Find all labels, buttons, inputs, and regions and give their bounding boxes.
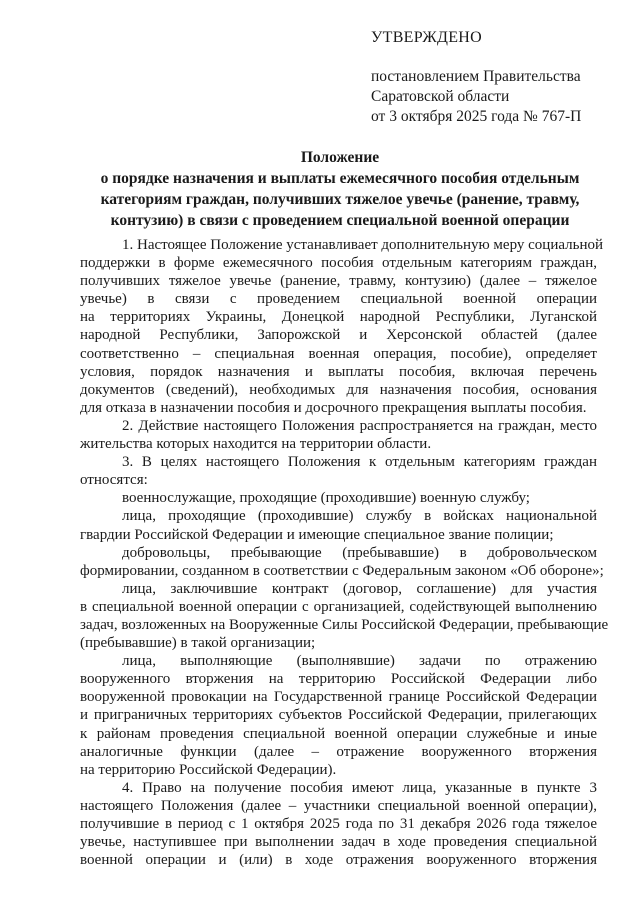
- paragraph: [80, 652, 597, 779]
- approval-stamp: [371, 28, 581, 127]
- text-line: получившие в период с 1 октября 2025 года по 31 декабря 2026 года тяжелое: [80, 816, 597, 832]
- paragraph: [80, 580, 609, 652]
- title-line: о порядке назначения и выплаты ежемесячного пособия отдельным: [100, 170, 580, 187]
- text-line: гвардии Российской Федерации и имеющие специальное звание полиции;: [80, 526, 554, 543]
- text-line: и приграничных территориях субъектов Российской Федерации, прилегающих: [80, 707, 597, 724]
- text-line: (пребывавшие) в такой организации;: [80, 635, 316, 652]
- text-line: жительства которых находится на территории области.: [80, 436, 432, 453]
- approval-line: Саратовской области: [371, 88, 510, 105]
- text-line: добровольцы, пребывающие (пребывавшие) в добровольческом: [122, 544, 597, 561]
- paragraph: [80, 544, 604, 580]
- text-line: вооруженного вторжения на территорию Российской Федерации либо: [80, 671, 597, 688]
- paragraph: [80, 779, 597, 869]
- text-line: вооруженной провокации на Государственной границе Российской Федерации: [80, 689, 597, 706]
- document-body: [80, 236, 609, 869]
- text-line: настоящего Положения (далее – участники специальной военной операции),: [80, 797, 597, 814]
- paragraph: [80, 453, 597, 489]
- text-line: соответственно – специальная военная операция, пособие), определяет: [80, 345, 597, 362]
- text-line: в специальной военной операции с организацией, содействующей выполнению: [80, 598, 597, 615]
- text-line: лица, проходящие (проходившие) службу в войсках национальной: [122, 508, 597, 525]
- text-line: на территориях Украины, Донецкой народной Республики, Луганской: [80, 309, 597, 326]
- text-line: народной Республики, Запорожской и Херсонской областей (далее: [80, 327, 597, 344]
- text-line: относятся:: [80, 472, 148, 489]
- text-line: 3. В целях настоящего Положения к отдельным категориям граждан: [122, 454, 597, 471]
- text-line: военнослужащие, проходящие (проходившие) военную службу;: [122, 490, 530, 507]
- document-title: [60, 147, 620, 231]
- text-line: военной операции и (или) в ходе отражения вооруженного вторжения: [80, 852, 597, 869]
- title-line: Положение: [300, 149, 380, 166]
- text-line: для отказа в назначении пособия и досрочного прекращения выплаты пособия.: [80, 399, 587, 416]
- text-line: аналогичные функции (далее – отражение вооруженного вторжения: [80, 743, 597, 760]
- text-line: условия, порядок назначения и выплаты пособия, включая перечень: [80, 363, 597, 380]
- text-line: 4. Право на получение пособия имеют лица, указанные в пункте 3: [122, 779, 597, 796]
- text-line: на территорию Российской Федерации).: [80, 761, 337, 778]
- title-line: контузию) в связи с проведением специальной военной операции: [110, 212, 570, 229]
- text-line: лица, выполняющие (выполнявшие) задачи по отражению: [122, 653, 597, 670]
- paragraph: [80, 507, 597, 543]
- title-line: категориям граждан, получивших тяжелое увечье (ранение, травму,: [100, 191, 580, 208]
- text-line: увечье, наступившее при выполнении задач в ходе проведения специальной: [80, 834, 597, 851]
- text-line: к районам проведения специальной военной операции служебные и иные: [80, 725, 597, 742]
- text-line: задач, возложенных на Вооруженные Силы Российской Федерации, пребывающие: [80, 616, 609, 633]
- text-line: 2. Действие настоящего Положения распространяется на граждан, место: [122, 417, 597, 434]
- text-line: лица, заключившие контракт (договор, соглашение) для участия: [122, 580, 597, 597]
- approval-line: постановлением Правительства: [371, 68, 581, 85]
- text-line: увечье) в связи с проведением специальной военной операции: [80, 291, 597, 308]
- text-line: формировании, созданном в соответствии с Федеральным законом «Об обороне»;: [80, 562, 604, 579]
- paragraph: [80, 489, 597, 507]
- text-line: получивших тяжелое увечье (ранение, травму, контузию) (далее – тяжелое: [80, 273, 597, 290]
- paragraph: [80, 417, 597, 453]
- paragraph: [80, 236, 604, 417]
- text-line: поддержки в форме ежемесячного пособия отдельным категориям граждан,: [80, 255, 597, 272]
- approval-line: от 3 октября 2025 года № 767-П: [371, 108, 582, 125]
- text-line: 1. Настоящее Положение устанавливает дополнительную меру социальной: [122, 237, 604, 253]
- approval-heading: УТВЕРЖДЕНО: [371, 29, 483, 46]
- text-line: документов (сведений), необходимых для назначения пособия, основания: [80, 381, 597, 398]
